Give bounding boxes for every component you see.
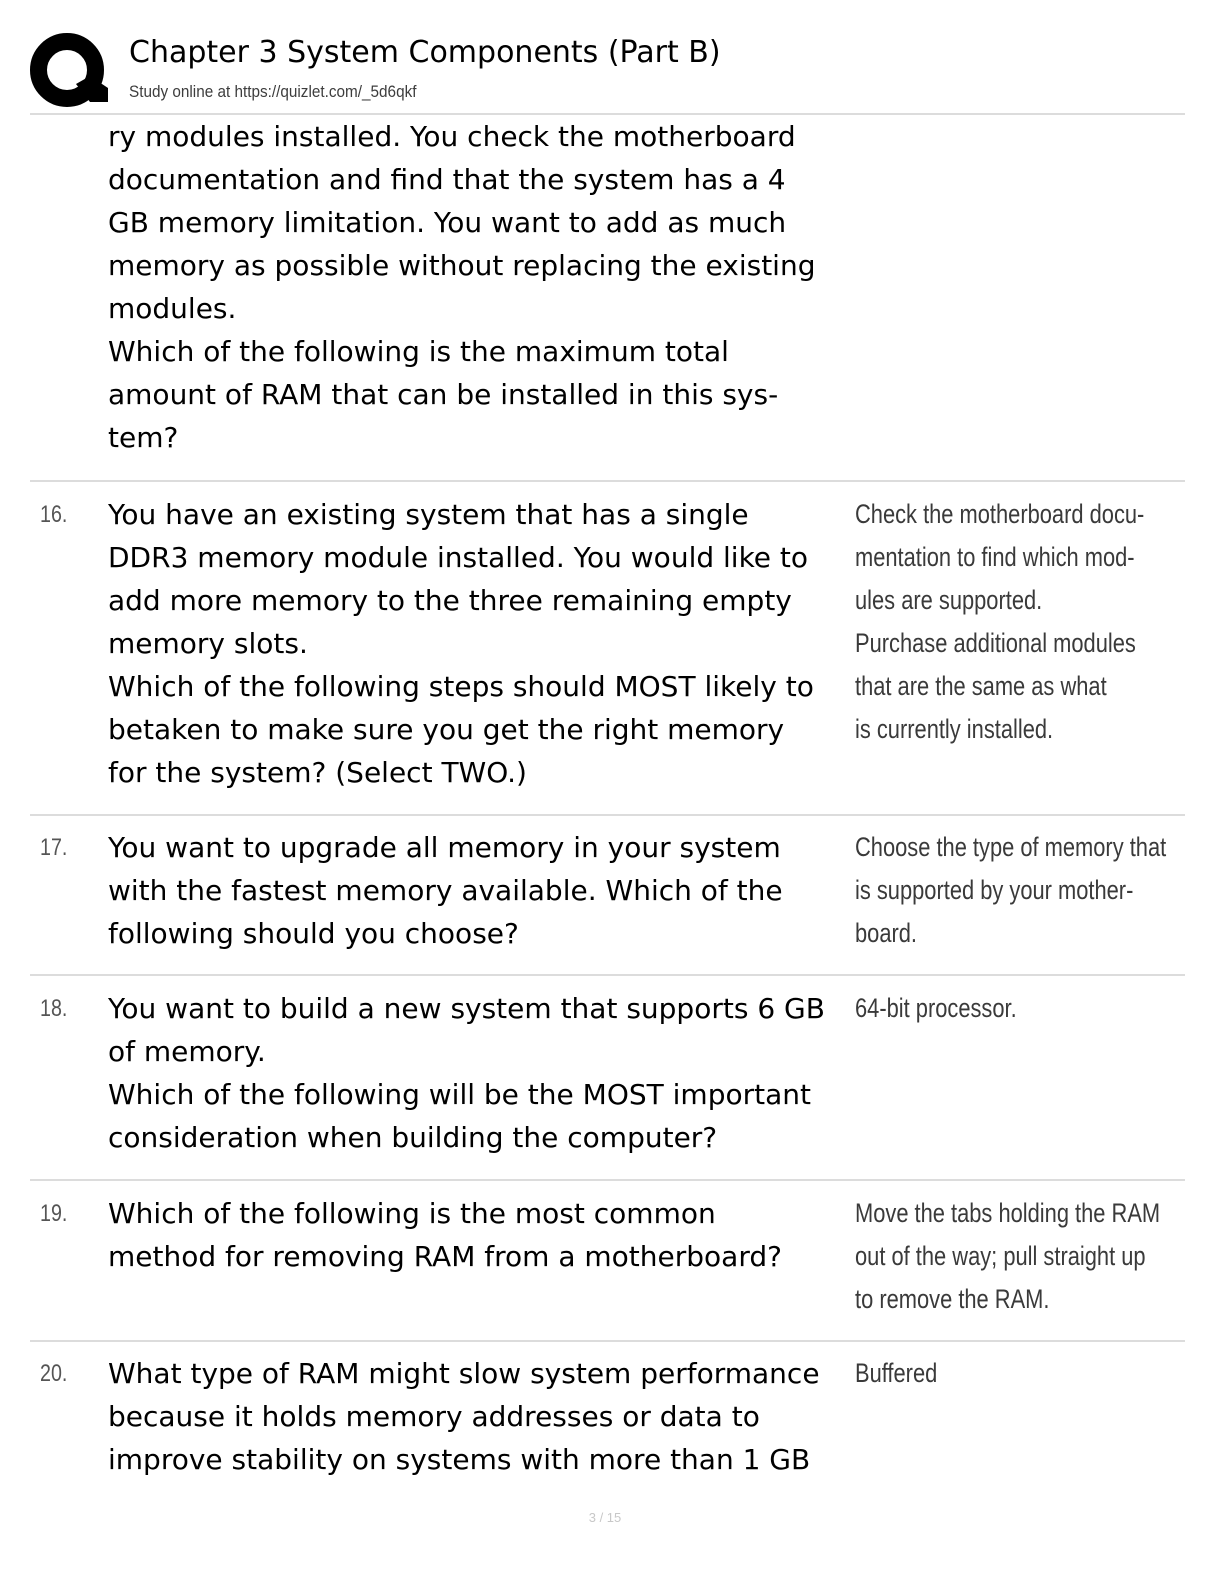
question-text: ry modules installed. You check the motherboard documentation and find that the system has a 4 GB memory limitation. You want to add as much memory as possible without replacing the existing modules. Which of the following is the maximum total amount of RAM that can be installed in this sys- tem? [108,120,816,454]
divider [30,1340,1185,1342]
question-text: You want to upgrade all memory in your system with the fastest memory available. Which of the following should you choose? [108,831,783,950]
answer-text: 64-bit processor. [855,993,1017,1023]
answer-text: Move the tabs holding the RAM out of the way; pull straight up to remove the RAM. [855,1198,1161,1314]
page-header [30,30,1185,114]
card-number: 20. [40,1360,68,1387]
question-text: You want to build a new system that supports 6 GB of memory. Which of the following will be the MOST important consideration when building the computer? [108,992,825,1154]
card-number: 16. [40,501,68,528]
question-text: You have an existing system that has a single DDR3 memory module installed. You would like to add more memory to the three remaining empty memory slots. Which of the following steps should MOST likely to betaken to make sure you get the right memory for the system? (Select TWO.) [108,498,814,789]
question-text: What type of RAM might slow system performance because it holds memory addresses or data to improve stability on systems with more than 1 GB [108,1357,820,1476]
question-text: Which of the following is the most common method for removing RAM from a motherboard? [108,1197,782,1273]
answer-text: Check the motherboard docu- mentation to find which mod- ules are supported. Purchase additional modules that are the same as what is currently installed. [855,499,1145,744]
divider [30,1179,1185,1181]
divider [30,480,1185,482]
page-number: 3 / 15 [588,1510,622,1525]
divider [30,974,1185,976]
card-number: 19. [40,1200,68,1227]
card-number: 18. [40,995,68,1022]
answer-text: Choose the type of memory that is supported by your mother- board. [855,832,1167,948]
answer-text: Buffered [855,1358,938,1388]
study-link[interactable]: Study online at https://quizlet.com/_5d6qkf [129,82,417,101]
page-title: Chapter 3 System Components (Part B) [129,35,721,70]
quizlet-logo-icon [30,32,108,108]
card-number: 17. [40,834,68,861]
divider [30,814,1185,816]
